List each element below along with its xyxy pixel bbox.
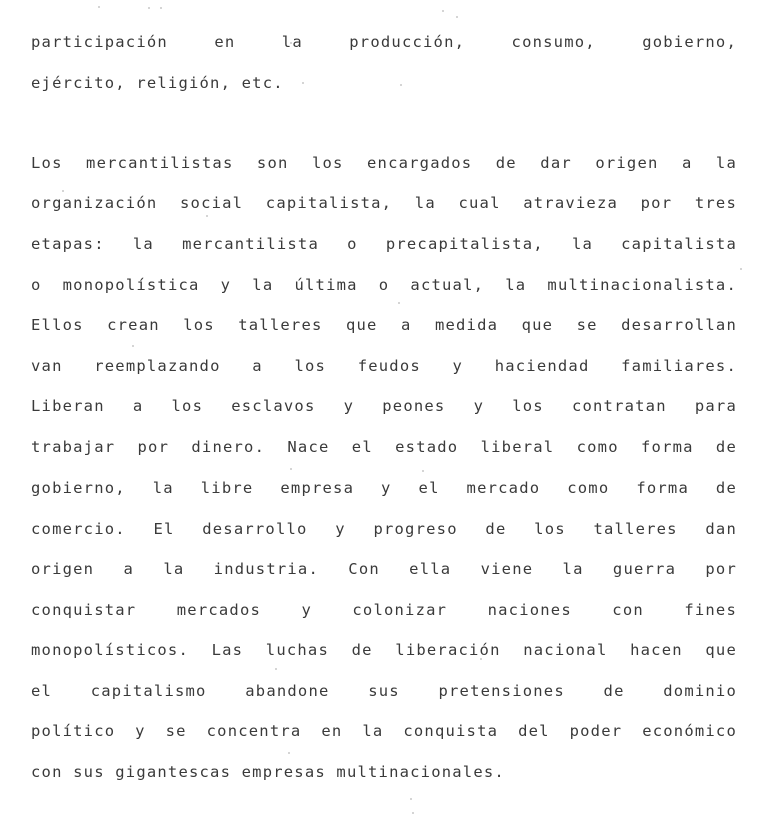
text-line: van reemplazando a los feudos y haciendad familiares. xyxy=(31,357,737,375)
scan-speck xyxy=(456,16,458,18)
text-line: ejército, religión, etc. xyxy=(31,74,284,92)
text-line: Ellos crean los talleres que a medida que se desarrollan xyxy=(31,316,737,334)
scan-speck xyxy=(148,7,150,9)
scan-speck xyxy=(740,268,742,270)
text-line: Los mercantilistas son los encargados de dar origen a la xyxy=(31,154,737,172)
scan-speck xyxy=(290,468,292,470)
text-line: Liberan a los esclavos y peones y los contratan para xyxy=(31,397,737,415)
scan-speck xyxy=(288,752,290,754)
scan-speck xyxy=(398,302,400,304)
text-line: etapas: la mercantilista o precapitalista, la capitalista xyxy=(31,235,737,253)
scan-speck xyxy=(275,668,277,670)
text-line: gobierno, la libre empresa y el mercado como forma de xyxy=(31,479,737,497)
text-line: comercio. El desarrollo y progreso de los talleres dan xyxy=(31,520,737,538)
scan-speck xyxy=(412,812,414,814)
text-line: origen a la industria. Con ella viene la guerra por xyxy=(31,560,737,578)
text-line: con sus gigantescas empresas multinacionales. xyxy=(31,763,505,781)
scan-speck xyxy=(98,6,100,8)
scan-speck xyxy=(206,215,208,217)
text-line: participación en la producción, consumo, gobierno, xyxy=(31,33,737,51)
text-line: conquistar mercados y colonizar naciones con fines xyxy=(31,601,737,619)
text-line: monopolísticos. Las luchas de liberación nacional hacen que xyxy=(31,641,737,659)
scan-speck xyxy=(160,7,162,9)
scan-speck xyxy=(422,470,424,472)
scan-speck xyxy=(410,798,412,800)
text-line: el capitalismo abandone sus pretensiones de dominio xyxy=(31,682,737,700)
text-line: político y se concentra en la conquista del poder económico xyxy=(31,722,737,740)
scan-speck xyxy=(62,190,64,192)
text-line: trabajar por dinero. Nace el estado liberal como forma de xyxy=(31,438,737,456)
text-line: o monopolística y la última o actual, la multinacionalista. xyxy=(31,276,737,294)
scan-speck xyxy=(442,10,444,12)
scan-speck xyxy=(132,345,134,347)
text-line: organización social capitalista, la cual atravieza por tres xyxy=(31,194,737,212)
